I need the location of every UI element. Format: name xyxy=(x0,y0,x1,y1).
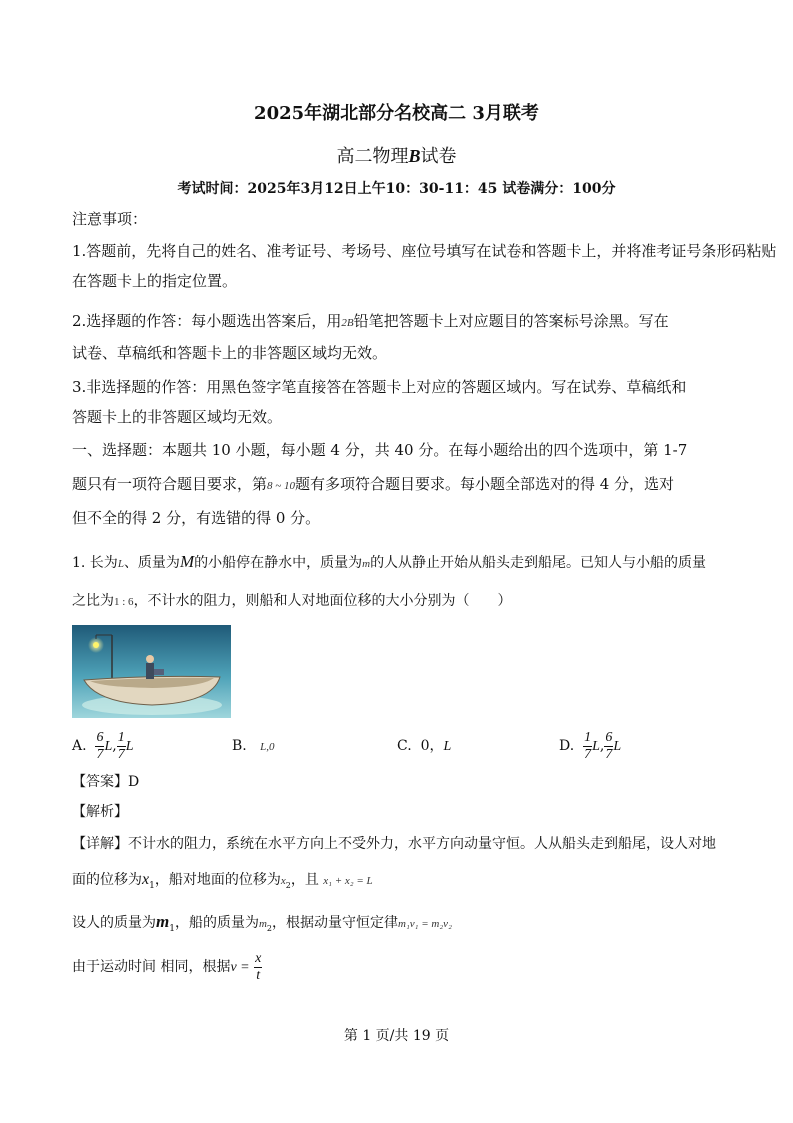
momentum-equation: m₁v₁ = m₂v₂ xyxy=(398,918,452,930)
var-x2: x xyxy=(280,875,286,887)
option-D-L2: L xyxy=(613,739,622,754)
subtitle-prefix: 高二物理 xyxy=(336,146,409,167)
displacement-equation: x₁ + x₂ = L xyxy=(323,875,373,887)
q1-var-m: m xyxy=(362,558,371,570)
option-B-value: L,0 xyxy=(260,741,275,753)
velocity-fraction: $\frac{x}{t}$ xyxy=(255,950,262,983)
option-D[interactable]: D. $\frac{1}{7}$ L, $\frac{6}{7}$ L xyxy=(559,729,622,762)
notice-item-2-text-a: 2.选择题的作答：每小题选出答案后，用 xyxy=(72,312,342,330)
q1-text-b: 、质量为 xyxy=(123,555,180,571)
detail-3-text-a: 设人的质量为 xyxy=(72,915,156,931)
section-1-line-1: 一、选择题：本题共 10 小题，每小题 4 分，共 40 分。在每小题给出的四个选项中，第 1-7 xyxy=(72,441,688,459)
detail-line-2: 面的位移为$x_1$，船对地面的位移为$x_2$，且 x₁ + x₂ = L xyxy=(72,871,373,891)
notice-item-3-line-2: 答题卡上的非答题区域均无效。 xyxy=(72,408,283,426)
var-m1: m xyxy=(156,912,170,931)
var-x1: x xyxy=(142,871,150,888)
detail-line-4 xyxy=(72,950,732,984)
detail-2-text-b: ，船对地面的位移为 xyxy=(154,872,281,888)
notice-item-2-line-2: 试卷、草稿纸和答题卡上的非答题区域均无效。 xyxy=(72,344,388,362)
velocity-eq: v = xyxy=(230,960,250,975)
detail-2-text-c: ，且 xyxy=(290,872,319,888)
notice-item-3-line-1: 3.非选择题的作答：用黑色签字笔直接答在答题卡上对应的答题区域内。写在试券、草稿纸和 xyxy=(72,378,687,396)
option-A-label: A. xyxy=(72,738,87,754)
notice-heading: 注意事项： xyxy=(72,210,148,228)
section-1-line-3: 但不全的得 2 分，有选错的得 0 分。 xyxy=(72,509,321,527)
section-1-text-a: 题只有一项符合题目要求，第 xyxy=(72,475,268,493)
notice-item-1-line-2: 在答题卡上的指定位置。 xyxy=(72,272,238,290)
option-C[interactable] xyxy=(397,726,451,766)
option-D-frac-1: $\frac{1}{7}$ xyxy=(584,729,592,762)
exam-subtitle xyxy=(0,142,793,168)
question-range: 8 ~ 10 xyxy=(267,480,295,492)
q1-text-f: ，不计水的阻力，则船和人对地面位移的大小分别为（ ） xyxy=(133,593,512,609)
option-A[interactable]: A. $\frac{6}{7}$ L, $\frac{1}{7}$ L xyxy=(72,729,134,762)
q1-text-a: 1. 长为 xyxy=(72,555,118,571)
option-D-L1: L xyxy=(592,739,600,754)
section-1-text-b: 题有多项符合题目要求。每小题全部选对的得 4 分，选对 xyxy=(294,475,675,493)
detail-3-text-b: ，船的质量为 xyxy=(174,915,259,931)
var-m2: m xyxy=(258,918,267,930)
option-D-frac-2: $\frac{6}{7}$ xyxy=(605,729,613,762)
q1-var-M: M xyxy=(179,552,195,571)
exam-info: 考试时间：2025年3月12日上午10：30-11：45 试卷满分：100分 xyxy=(177,181,616,197)
detail-line-3: 设人的质量为$m_1$，船的质量为$m_2$，根据动量守恒定律m₁v₁ = m₂v₂ xyxy=(72,912,452,934)
answer-line: 【答案】D xyxy=(72,774,140,790)
page-footer: 第 1 页/共 19 页 xyxy=(343,1028,450,1044)
option-C-label: C. xyxy=(397,738,412,754)
subtitle-letter: B xyxy=(408,146,421,166)
option-C-value-a: 0， xyxy=(420,738,444,754)
option-D-label: D. xyxy=(559,738,575,754)
analysis-heading: 【解析】 xyxy=(72,804,128,820)
notice-item-2-line-1 xyxy=(72,310,732,334)
exam-title: 2025年湖北部分名校高二 3月联考 xyxy=(254,103,539,124)
detail-4-text-a: 由于运动时间 相同，根据 xyxy=(72,959,231,975)
q1-mass-ratio: 1 : 6 xyxy=(114,596,134,608)
detail-2-text-a: 面的位移为 xyxy=(72,872,142,888)
pencil-grade: 2B xyxy=(341,317,354,329)
subtitle-suffix: 试卷 xyxy=(420,146,457,167)
notice-item-2-text-b: 铅笔把答题卡上对应题目的答案标号涂黑。写在 xyxy=(353,312,669,330)
option-A-L2: L xyxy=(125,739,134,754)
option-B-label: B. xyxy=(232,738,247,754)
q1-text-c: 的小船停在静水中，质量为 xyxy=(194,555,363,571)
option-C-value-b: L xyxy=(443,739,452,754)
question-1-line-1 xyxy=(72,551,732,575)
q1-var-L: L xyxy=(117,558,124,570)
option-B[interactable] xyxy=(232,726,274,766)
option-A-frac-1: $\frac{6}{7}$ xyxy=(96,729,104,762)
option-A-frac-2: $\frac{1}{7}$ xyxy=(117,729,125,762)
q1-text-e: 之比为 xyxy=(72,593,114,609)
section-1-line-2 xyxy=(72,473,732,497)
detail-line-1: 【详解】不计水的阻力，系统在水平方向上不受外力，水平方向动量守恒。人从船头走到船尾，设人对地 xyxy=(72,836,716,852)
q1-text-d: 的人从静止开始从船头走到船尾。已知人与小船的质量 xyxy=(370,555,707,571)
detail-3-text-c: ，根据动量守恒定律 xyxy=(272,915,399,931)
question-1-line-2 xyxy=(72,590,732,613)
boat-illustration xyxy=(72,625,231,718)
option-A-L1: L xyxy=(104,739,113,754)
notice-item-1-line-1: 1.答题前，先将自己的姓名、准考证号、考场号、座位号填写在试卷和答题卡上，并将准考证号条形码粘贴 xyxy=(72,242,777,260)
